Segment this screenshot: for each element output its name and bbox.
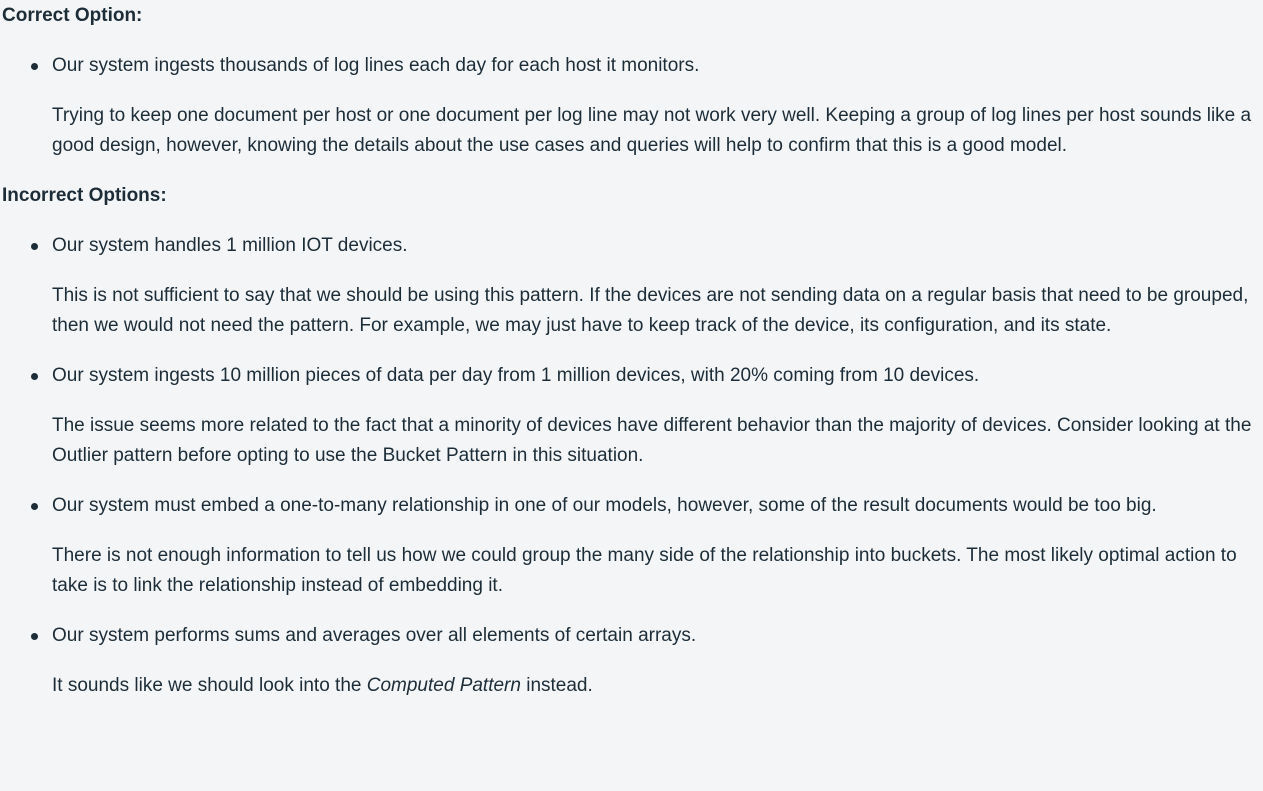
option-explanation: Trying to keep one document per host or one document per log line may not work very well. Keeping a group of log lines per host sounds like a good design, however, knowing the details about the use cases and queries will help to confirm that this is a good model.	[52, 105, 1252, 156]
incorrect-option-item	[2, 621, 1261, 701]
correct-option-heading: Correct Option:	[2, 5, 143, 26]
option-text: Our system ingests 10 million pieces of data per day from 1 million devices, with 20% coming from 10 devices.	[52, 365, 980, 386]
answer-explanation	[2, 0, 1261, 701]
explanation-suffix: instead.	[520, 675, 593, 696]
option-text: Our system must embed a one-to-many relationship in one of our models, however, some of the result documents would be too big.	[52, 495, 1157, 516]
computed-pattern-emphasis: Computed Pattern	[366, 675, 521, 696]
option-explanation: This is not sufficient to say that we should be using this pattern. If the devices are not sending data on a regular basis that need to be grouped, then we would not need the pattern. For example, we may just have to keep track of the device, its configuration, and its state.	[52, 285, 1249, 336]
bullet-icon	[31, 63, 38, 70]
bullet-icon	[31, 633, 38, 640]
option-explanation	[52, 671, 1261, 701]
option-text: Our system handles 1 million IOT devices.	[52, 235, 408, 256]
incorrect-option-item	[2, 361, 1261, 471]
correct-option-item	[2, 51, 1261, 161]
option-explanation: There is not enough information to tell us how we could group the many side of the relationship into buckets. The most likely optimal action to take is to link the relationship instead of embedding it.	[52, 545, 1237, 596]
incorrect-option-item	[2, 231, 1261, 341]
option-explanation: The issue seems more related to the fact that a minority of devices have different behavior than the majority of devices. Consider looking at the Outlier pattern before opting to use the Bucket Pattern in this situation.	[52, 415, 1252, 466]
incorrect-option-list	[2, 231, 1261, 701]
option-text: Our system performs sums and averages over all elements of certain arrays.	[52, 625, 697, 646]
incorrect-option-item	[2, 491, 1261, 601]
bullet-icon	[31, 503, 38, 510]
option-text: Our system ingests thousands of log lines each day for each host it monitors.	[52, 55, 700, 76]
bullet-icon	[31, 243, 38, 250]
correct-option-list	[2, 51, 1261, 161]
incorrect-options-heading: Incorrect Options:	[2, 185, 167, 206]
explanation-prefix: It sounds like we should look into the	[52, 675, 367, 696]
bullet-icon	[31, 373, 38, 380]
